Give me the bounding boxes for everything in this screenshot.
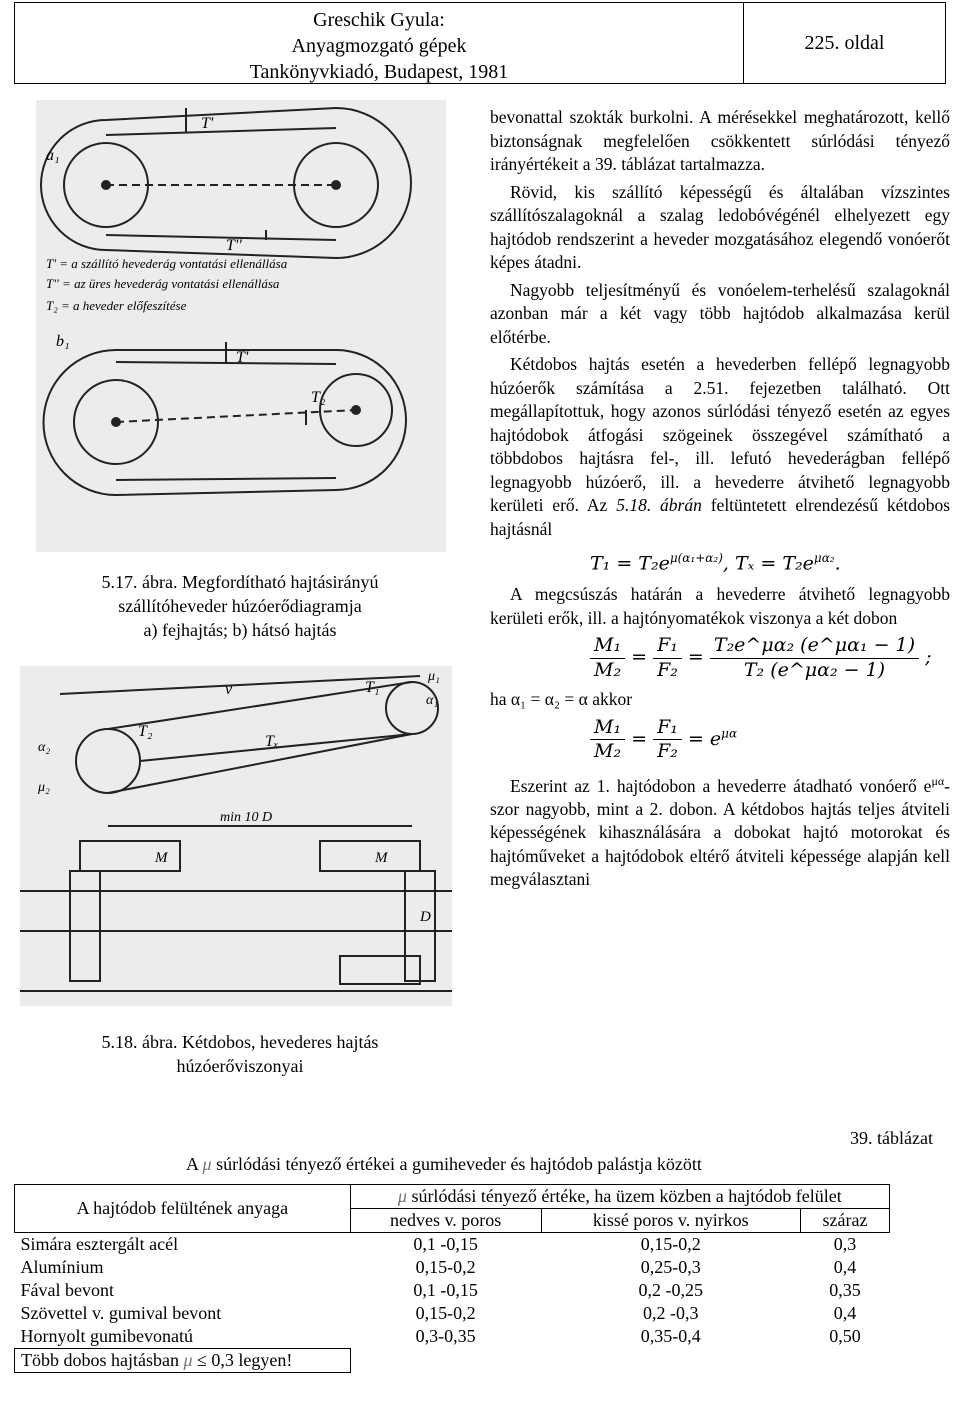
two-drum-drive-diagram [20, 666, 452, 1006]
table-footnote-row [15, 1349, 890, 1373]
cell-material: Simára esztergált acél [20, 1234, 179, 1254]
label-mu2: μ₂ [38, 780, 50, 795]
label-v: v [225, 681, 233, 698]
equation-exponent: μα [721, 726, 738, 741]
equation-part: . [834, 552, 841, 575]
publisher: Tankönyvkiadó, Budapest, 1981 [249, 61, 509, 83]
table-header-row [15, 1185, 890, 1209]
figure-reference: 5.18. ábrán [616, 495, 702, 515]
paragraph [490, 353, 950, 541]
label-alpha1: α₁ [426, 693, 439, 708]
footnote-text: ≤ 0,3 legyen! [197, 1350, 293, 1370]
paragraph-text: Kétdobos hajtás esetén a hevederben fellépő legnagyobb húzóerők számítása a 2.51. fejezetben található. Ott megállapítottuk, hogy azonos súrlódási tényező esetén az egyes hajtódobok átfogási szögeinek összegével számítható a többdobos hajtásra fel-, ill. lefutó hevederágban fellépő legnagyobb húzóerő, ill. a hevederre átvihető legnagyobb kerületi erő. Az [490, 354, 950, 515]
caption-line: húzóerőviszonyai [176, 1056, 304, 1076]
fraction-moment [590, 716, 625, 764]
table-caption [186, 1154, 702, 1175]
cell-value: 0,4 [833, 1257, 857, 1277]
table-row [15, 1325, 890, 1349]
denominator: M₂ [594, 740, 622, 762]
cell-material: Szövettel v. gumival bevont [20, 1303, 222, 1323]
header-material: A hajtódob felültének anyaga [15, 1185, 351, 1233]
mu-symbol: μ [202, 1154, 212, 1174]
label-a1: a₁ [46, 147, 60, 164]
numerator: F₁ [653, 716, 682, 741]
cell-value: 0,3 [833, 1234, 857, 1254]
caption-line: 5.18. ábra. Kétdobos, hevederes hajtás [101, 1032, 379, 1052]
fraction-moment [590, 634, 625, 682]
cell-value: 0,15-0,2 [640, 1234, 701, 1254]
label-mu1: μ₁ [428, 669, 440, 684]
cell-value: 0,4 [833, 1303, 857, 1323]
equation-exponent: μα₂ [813, 551, 835, 565]
label-t1: T' [201, 115, 214, 132]
body-text-column [490, 106, 950, 896]
fraction-force [653, 634, 682, 682]
subheader-dry: száraz [800, 1209, 889, 1233]
label-T2: T₂ [138, 723, 153, 740]
equation-tension [590, 547, 950, 573]
denominator: M₂ [594, 658, 622, 681]
figure-5-18 [20, 666, 452, 1006]
caption-text: A [186, 1154, 199, 1174]
equation-part: ; [925, 646, 932, 668]
cell-value: 0,35-0,4 [640, 1326, 701, 1347]
numerator: F₁ [653, 634, 682, 659]
friction-table [14, 1184, 890, 1373]
paragraph: bevonattal szokták burkolni. A mérésekkel meghatározott, kellő biztonságnak megfelelően csökkentett súrlódási tényező irányértékeit a 39. táblázat tartalmazza. [490, 107, 950, 174]
equation-equal-angles: $\frac{\text{M₁}}{\text{M₂}}$ = $\frac{\text{F₁}}{\text{F₂}}$ = $e^{\mu\alpha}$ [590, 716, 950, 764]
label-motor-2: M [375, 850, 388, 866]
caption-text: súrlódási tényező értékei a gumiheveder és hajtódob palástja között [216, 1154, 702, 1174]
numerator: M₁ [590, 634, 625, 659]
figure-5-17-caption [60, 570, 420, 642]
book-reference [15, 3, 744, 83]
author: Greschik Gyula: [313, 9, 445, 31]
cell-value: 0,2 -0,3 [643, 1303, 699, 1323]
cell-material: Alumínium [20, 1257, 104, 1277]
label-D: D [420, 909, 431, 925]
header-friction [350, 1185, 889, 1209]
table-label: 39. táblázat [850, 1128, 933, 1148]
table-footnote [15, 1349, 351, 1373]
footnote-text: Több dobos hajtásban [21, 1350, 179, 1370]
cell-material: Fával bevont [20, 1280, 114, 1300]
label-motor-1: M [155, 850, 168, 866]
label-t1-b: T' [236, 349, 249, 366]
denominator: F₂ [657, 658, 678, 681]
exponent: μα [931, 773, 945, 788]
caption-line: 5.17. ábra. Megfordítható hajtásirányú [101, 572, 379, 592]
fraction-tension [710, 634, 919, 682]
mu-symbol: μ [183, 1350, 193, 1370]
figure-5-17 [36, 100, 446, 552]
equation-exponent: μ(α₁+α₂) [669, 551, 723, 565]
table-row [15, 1256, 890, 1279]
header-text: súrlódási tényező értéke, ha üzem közben a hajtódob felület [411, 1186, 842, 1206]
cell-value: 0,35 [829, 1280, 861, 1300]
cell-value: 0,15-0,2 [415, 1303, 476, 1323]
page-number: 225. oldal [804, 32, 885, 54]
equation-ratio: $\frac{\text{M₁}}{\text{M₂}}$ = $\frac{\text{F₁}}{\text{F₂}}$ = $\frac{\text{T₂e\textasciicircum{}μα₂ (e\textasciicircum{}μα₁ − 1)}}{\text{T₂ (e\textasciicircum{}μα₂ − 1)}}$ ; [590, 634, 950, 682]
cell-value: 0,2 -0,25 [638, 1280, 704, 1300]
paragraph-text: feltüntetett elrendezésű kétdobos hajtásnál [490, 495, 951, 539]
label-Tx: Tₓ [265, 733, 279, 750]
legend-line-3: T₂ = a heveder előfeszítése [46, 298, 187, 313]
cell-value: 0,1 -0,15 [413, 1234, 478, 1254]
label-min: min 10 D [220, 810, 273, 825]
paragraph: Nagyobb teljesítményű és vonóelem-terhelésű szalagoknál azonban már a két vagy több hajtódob alkalmazása kerül előtérbe. [490, 279, 950, 347]
legend-line-2: T'' = az üres hevederág vontatási ellenállása [46, 276, 280, 291]
cell-value: 0,15-0,2 [415, 1257, 476, 1277]
cell-value: 0,25-0,3 [640, 1257, 701, 1277]
paragraph-text: Eszerint az 1. hajtódobon a hevederre átadható vonóerő e [510, 775, 932, 796]
belt-tension-diagram [36, 100, 446, 552]
cell-material: Hornyolt gumibevonatú [20, 1326, 193, 1346]
equation-part: T₁ = T₂e [590, 552, 670, 575]
caption-line: a) fejhajtás; b) hátsó hajtás [143, 620, 337, 640]
numerator: M₁ [590, 716, 625, 741]
paragraph-text: -szor nagyobb, mint a 2. dobon. A kétdobos hajtás teljes átviteli képességének kihasználására a dobokat hajtó motorokat és hajtóműveket a hajtódobok eltérő átviteli képessége alapján kell megválasztani [490, 775, 950, 890]
page-header [14, 2, 946, 84]
label-alpha2: α₂ [38, 740, 51, 755]
subheader-damp: kissé poros v. nyirkos [541, 1209, 800, 1233]
equation-part: , Tₓ = T₂e [722, 552, 814, 575]
table-row [15, 1279, 890, 1302]
fraction-force [653, 716, 682, 764]
table-row [15, 1302, 890, 1325]
mu-symbol: μ [397, 1186, 407, 1206]
paragraph: ha α₁ = α₂ = α akkor [490, 689, 633, 709]
cell-value: 0,50 [829, 1326, 861, 1347]
paragraph [490, 770, 950, 892]
caption-line: szállítóheveder húzóerődiagramja [118, 596, 362, 616]
paragraph: A megcsúszás határán a hevederre átvihető legnagyobb kerületi erők, ill. a hajtónyomatékok viszonya a két dobon [490, 584, 950, 628]
equation-part: = e [687, 727, 722, 750]
table-row [15, 1233, 890, 1257]
cell-value: 0,3-0,35 [415, 1326, 476, 1347]
subheader-wet: nedves v. poros [350, 1209, 541, 1233]
figure-5-18-caption [60, 1030, 420, 1078]
denominator: T₂ (e^μα₂ − 1) [743, 658, 886, 681]
label-t2-b: T₂ [311, 389, 326, 406]
paragraph: Rövid, kis szállító képességű és általában vízszintes szállítószalagoknál a szalag ledobóvégénél elhelyezett egy hajtódob rendszerint a heveder mozgatásához elegendő vonóerőt képes átadni. [490, 181, 950, 272]
label-T1: T₁ [365, 679, 380, 696]
numerator: T₂e^μα₂ (e^μα₁ − 1) [710, 634, 919, 659]
cell-value: 0,1 -0,15 [413, 1280, 478, 1300]
book-title: Anyagmozgató gépek [291, 35, 467, 57]
label-t2: T'' [226, 237, 242, 254]
label-b1: b₁ [56, 333, 70, 350]
legend-line-1: T' = a szállító hevederág vontatási ellenállása [46, 256, 288, 271]
denominator: F₂ [657, 740, 678, 762]
